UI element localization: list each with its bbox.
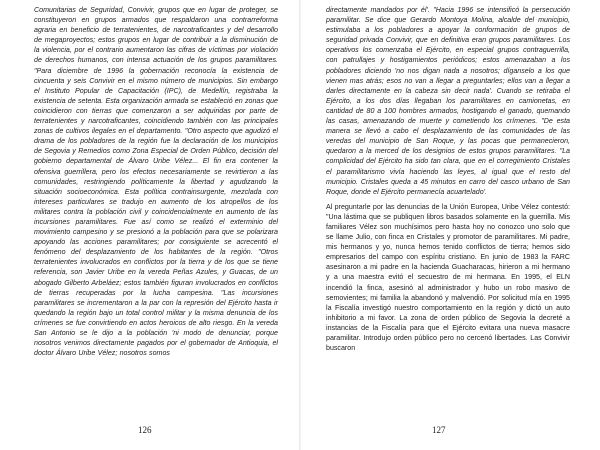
left-paragraph-1: Comunitarias de Seguridad, Convivir, grupos que en lugar de proteger, se constituyeron en grupos armados que respaldaron una contrarreforma agraria en beneficio de terratenientes, de narcotraficantes y del desarrollo de megaproyectos; estos grupos en lugar de contribuir a la disminución de la violencia, por el contrario aumentaron las cifras de víctimas por violación de derechos humanos, con intensa actuación de los grupos paramilitares. "Para diciembre de 1996 la gobernación reconocía la existencia de cincuenta y seis Convivir en el mismo número de municipios. Sin embargo el Instituto Popular de Capacitación (IPC), de Medellín, registraba la existencia de setenta. Esta organización armada se estableció en zonas que coincidieron con tierras que comenzaron a ser adquiridas por parte de terratenientes y narcotraficantes, coincidiendo también con las principales zonas de cultivos ilegales en el departamento. "Otro aspecto que agudizó el drama de los pobladores de la región fue la declaración de los municipios de Segovia y Remedios como Zona Especial de Orden Público, decisión del gobierno departamental de Álvaro Uribe Vélez... El fin era contener la ofensiva guerrillera, pero los efectos necesariamente se revirtieron a las comunidades, restringiendo políticamente la libertad y agudizando la situación socioeconómica. Esta política contrainsurgente, mezclada con intereses particulares se tradujo en aumento de los atropellos de los militares contra la población civil y coincidencialmente en aumento de las incursiones paramilitares. Fue así como se realizó el exterminio del movimiento campesino y se presionó a la población para que se polarizara apoyando las acciones paramilitares; por consiguiente se acrecentó el fenómeno del desplazamiento de los habitantes de la región. "Otros terratenientes involucrados en conflictos por la tierra y de los que se tiene referencia, son Javier Uribe en la vereda Peñas Azules, y Guacas, de un abogado Gilberto Arbeláez; estos también figuran involucrados en conflictos de tierras recuperadas por la lucha campesina. "Las incursiones paramilitares se incrementaron a la par con la represión del Ejército hasta ir quedando la región bajo un total control militar y la misma denuncia de los crímenes se fue convirtiendo en actos heroicos de alto riesgo. En la vereda San Antonio se le dijo a la población 'ni modo de denunciar, porque nosotros venimos directamente pagados por el gobernador de Antioquia, el doctor Álvaro Uribe Vélez; nosotros somos (34, 6, 278, 358)
right-page-body (326, 5, 570, 353)
page-number-right: 127 (432, 425, 446, 435)
right-paragraph-2: Al preguntarle por las denuncias de la Unión Europea, Uribe Vélez contestó: "Una lástima que se publiquen libros basados solamente en la guerrilla. Mis familiares Vélez son muchísimos pero hasta hoy no conozco uno solo que se llame Julio, con finca en Cristales y promotor de paramilitares. Mi padre, mis hermanos y yo, nunca hemos tenido conflictos de tierra; hemos sido empresarios del campo con espíritu cristiano. En junio de 1983 la FARC asesinaron a mi padre en la hacienda Guacharacas, hirieron a mi hermano y a una maestra evitó el secuestro de mi hermana. En 1995, el ELN incendió la finca, asesinó al administrador y hubo un robo masivo de semovientes; mi familia la abandonó y malvendió. Por solicitud mía en 1995 la Fiscalía investigó nuestro comportamiento en la región y dictó un auto inhibitorio a mi favor. La zona de orden público de Segovia la decreté a instancias de la Fiscalía para que el Ejército evitara una nueva masacre paramilitar. Introdujo orden público pero no cercenó libertades. Las Convivir buscaron (326, 202, 570, 353)
left-page-body (34, 5, 278, 358)
right-page (300, 0, 600, 450)
page-number-left: 126 (138, 425, 152, 435)
right-paragraph-1: directamente mandados por él'. "Hacia 1996 se intensificó la persecución paramilitar. Se dice que Gerardo Montoya Molina, alcalde del municipio, estimulaba a los pobladores a apoyar la conformación de grupos de seguridad privada Convivir, que en definitiva eran grupos paramilitares. Los operativos los comenzaba el Ejército, en especial grupos contraguerrilla, con patrullajes y hostigamientos periódicos; estos amenazaban a los pobladores diciendo 'no nos digan nada a nosotros; díganselo a los que vienen mas atrás; esos no van a llegar a preguntarles; ellos van a llegar a darles directamente en la cabeza sin decir nada'. Cuando se retiraba el Ejército, a los dos días llegaban los paramilitares en camionetas, en cantidad de 80 a 100 hombres armados, hostigando el ganado, quemando las casas, amenazando de muerte y cometiendo los crímenes. "De esta manera se llevó a cabo el desplazamiento de las comunidades de las veredas del municipio de San Roque, y las pocas que permanecieron, quedaron a la merced de los designios de estos grupos paramilitares. "La complicidad del Ejército ha sido tan clara, que en el corregimiento Cristales el paramilitarismo vivía haciendo las leyes, al igual que el resto del municipio. Cristales queda a 45 minutos en carro del casco urbano de San Roque, donde el Ejército permanecía acuartelado'. (326, 6, 570, 196)
